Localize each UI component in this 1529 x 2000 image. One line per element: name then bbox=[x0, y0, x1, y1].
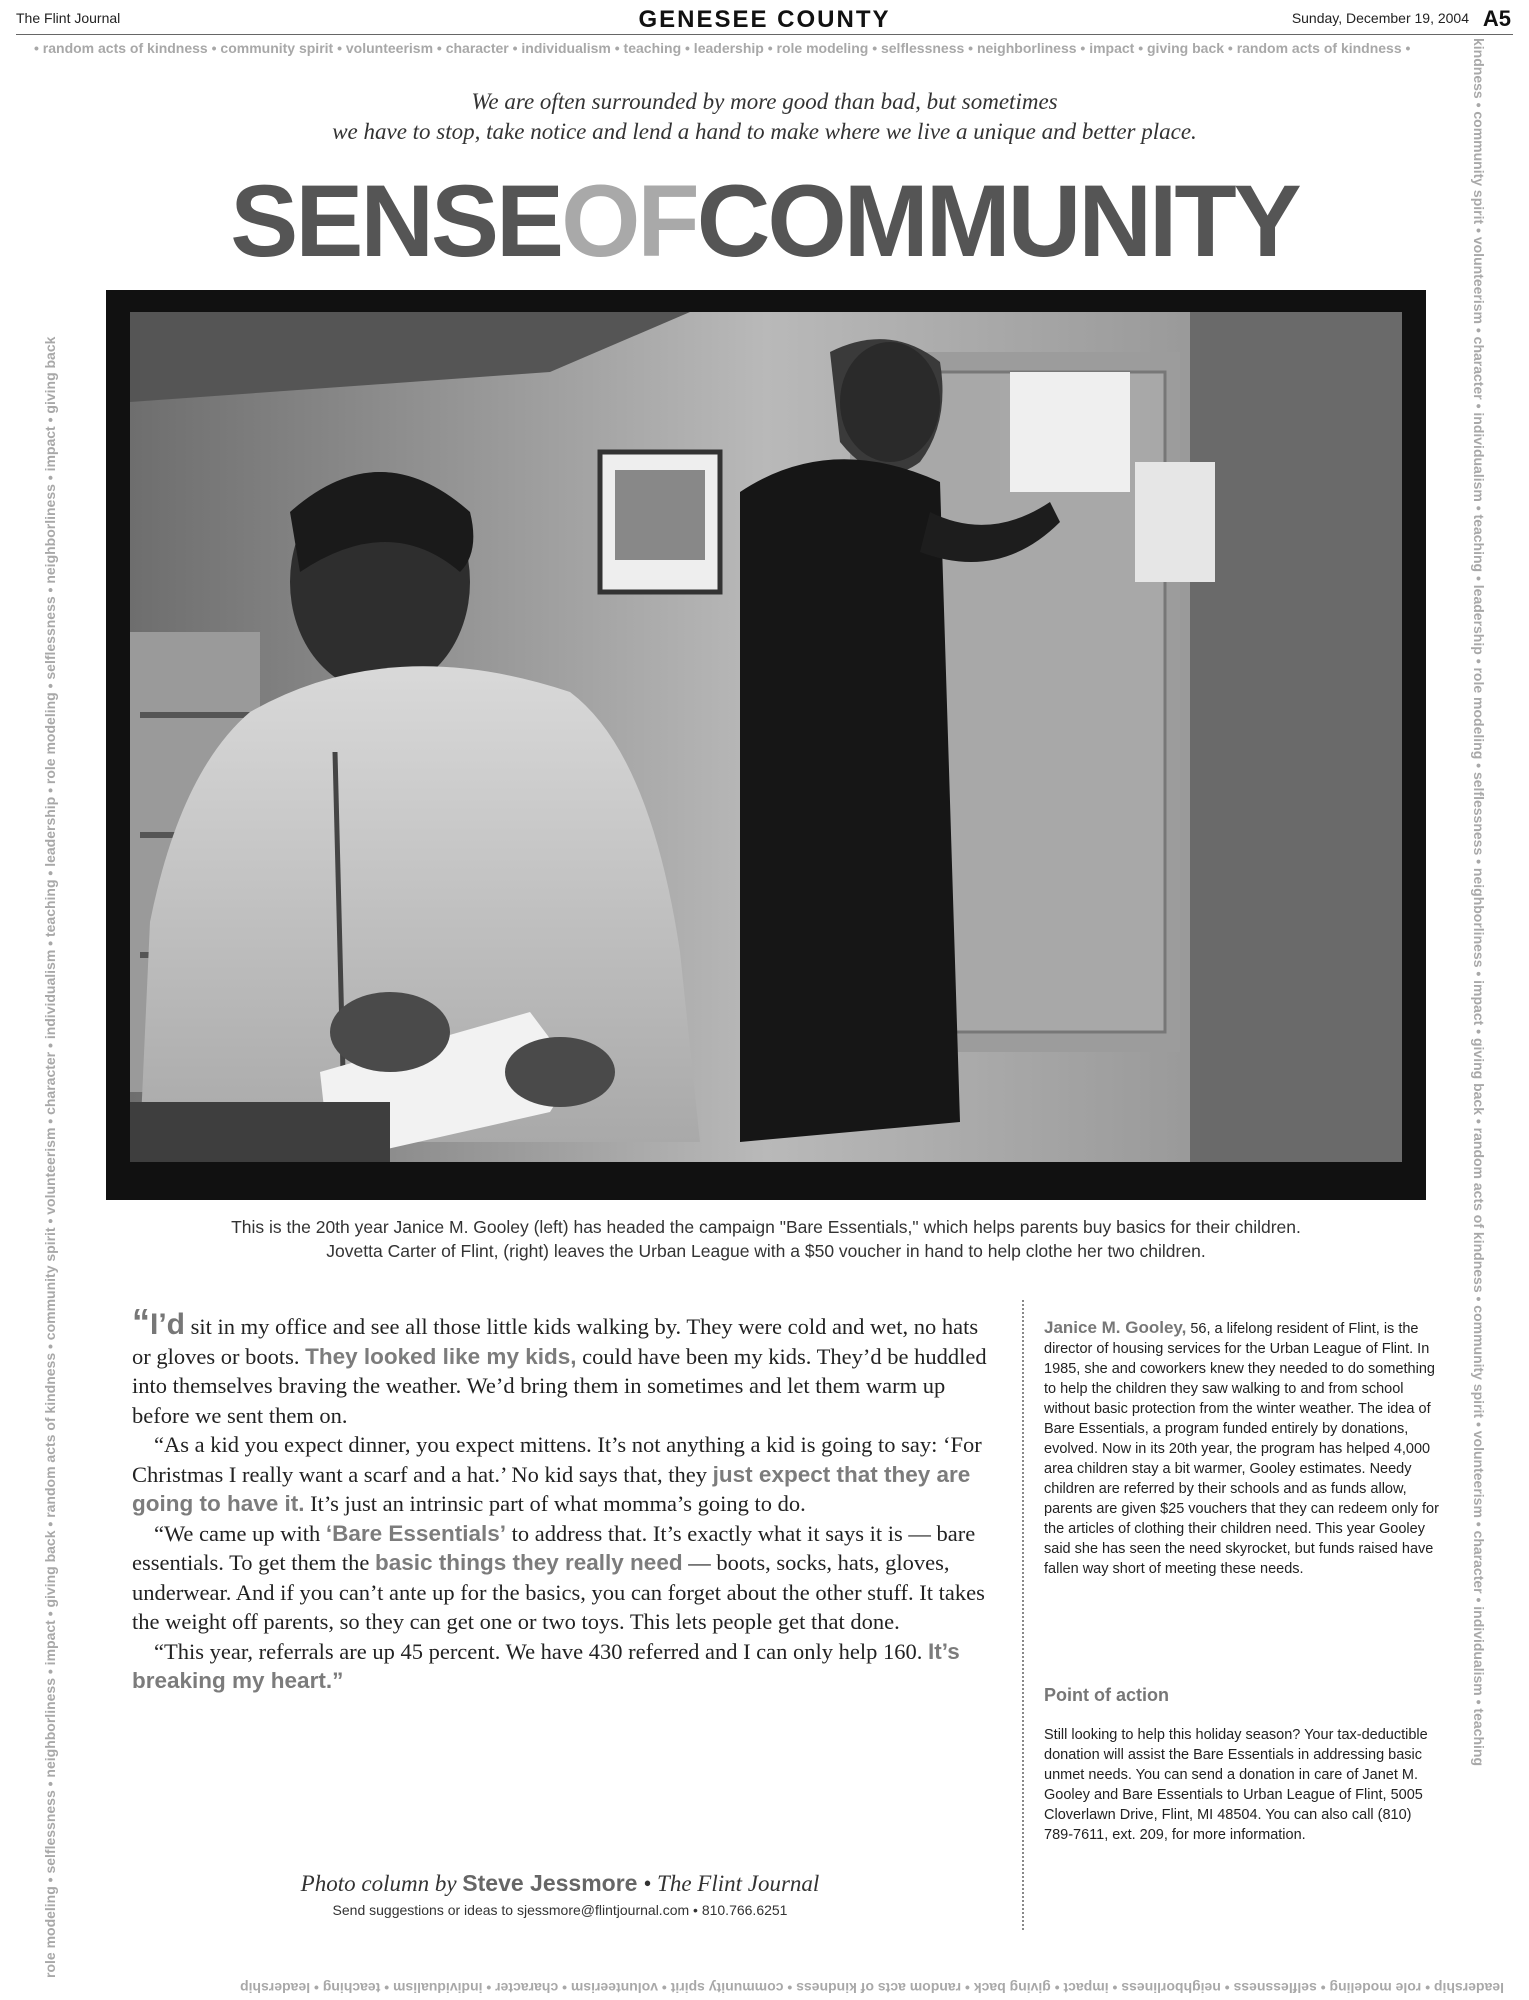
article-body bbox=[132, 1301, 987, 1696]
issue-date: Sunday, December 19, 2004 bbox=[1291, 10, 1469, 26]
intro-text bbox=[200, 87, 1329, 147]
pull-highlight: ‘Bare Essentials’ bbox=[325, 1520, 506, 1546]
article-text: could have been my kids. They’d be huddled into themselves braving the weather. We’d bring them in sometimes and let them warm up before we sent them on. bbox=[132, 1343, 987, 1428]
border-strip-left: role modeling • selflessness • neighborliness • impact • giving back • random acts of kindness • community spirit • volunteerism • character • individualism • teaching • leadership • role modeling • selflessness • neighborliness • impact • giving back bbox=[42, 336, 58, 1978]
byline-prefix: Photo column by bbox=[300, 1871, 463, 1896]
border-strip-right: kindness • community spirit • volunteerism • character • individualism • teaching • leadership • role modeling • selflessness • neighborliness • impact • giving back • random acts of kindness • community spirit • volunteerism • character • individualism • teaching bbox=[1471, 38, 1487, 1767]
article-text: “As a kid you expect dinner, you expect mittens. It’s not anything a kid is going to say: ‘For Christmas I really want a scarf and a hat.’ No kid says that, they bbox=[132, 1432, 982, 1487]
header-rule bbox=[16, 34, 1513, 35]
page-headline bbox=[0, 166, 1529, 276]
pull-highlight: just expect that they are going to have it. bbox=[132, 1461, 971, 1516]
publication-name: The Flint Journal bbox=[16, 10, 121, 26]
page-number: A5 bbox=[1482, 6, 1511, 31]
sidebar-bio bbox=[1044, 1318, 1439, 1579]
article-paragraph bbox=[132, 1519, 987, 1637]
photo-byline bbox=[180, 1870, 940, 1897]
sidebar-bio-text: 56, a lifelong resident of Flint, is the director of housing services for the Urban League of Flint. In 1985, she and coworkers knew they needed to do something to help the children they saw walking to and from school without basic protection from the winter weather. The idea of Bare Essentials, a program funded entirely by donations, evolved. Now in its 20th year, the program has helped 4,000 area children stay a bit warmer, Gooley estimates. Needy children are referred by their schools and as funds allow, parents are given $25 vouchers that they can redeem only for the articles of clothing their children need. This year Gooley said she has seen the need skyrocket, but funds raised have fallen way short of meeting these needs. bbox=[1044, 1321, 1439, 1577]
article-text: It’s just an intrinsic part of what momma’s going to do. bbox=[304, 1491, 806, 1516]
point-of-action-heading: Point of action bbox=[1044, 1685, 1169, 1705]
article-text: to address that. It’s exactly what it says it is — bare essentials. To get them the bbox=[132, 1520, 976, 1575]
headline-of: OF bbox=[561, 164, 697, 278]
column-divider bbox=[1022, 1300, 1024, 1930]
byline-paper: The Flint Journal bbox=[657, 1871, 820, 1896]
opening-quote-mark: “ bbox=[132, 1301, 150, 1342]
intro-line-1: We are often surrounded by more good than bad, but sometimes bbox=[471, 89, 1058, 114]
photo-caption bbox=[106, 1215, 1426, 1263]
feature-photo bbox=[130, 312, 1402, 1162]
byline-contact: Send suggestions or ideas to sjessmore@flintjournal.com • 810.766.6251 bbox=[332, 1902, 788, 1918]
article-paragraph bbox=[132, 1430, 987, 1519]
border-strip-top: • random acts of kindness • community spirit • volunteerism • character • individualism • teaching • leadership • role modeling • selflessness • neighborliness • impact • giving back • random acts of kindness • bbox=[34, 40, 1411, 56]
headline-sense: SENSE bbox=[230, 164, 562, 278]
border-strip-bottom: leadership • role modeling • selflessness • neighborliness • impact • giving back • random acts of kindness • community spirit • volunteerism • character • individualism • teaching • leadership bbox=[240, 1980, 1504, 1996]
article-text: sit in my office and see all those little kids walking by. They were cold and wet, no hats or gloves or boots. bbox=[132, 1314, 979, 1369]
byline-separator: • bbox=[637, 1871, 658, 1896]
caption-line-2: Jovetta Carter of Flint, (right) leaves the Urban League with a $50 voucher in hand to help clothe her two children. bbox=[326, 1241, 1206, 1261]
article-text: “This year, referrals are up 45 percent. We have 430 referred and I can only help 160. bbox=[154, 1638, 929, 1664]
headline-community: COMMUNITY bbox=[696, 164, 1299, 278]
photographer-name: Steve Jessmore bbox=[462, 1870, 638, 1896]
article-paragraph bbox=[132, 1301, 987, 1430]
pull-highlight: It’s breaking my heart.” bbox=[132, 1638, 960, 1693]
point-of-action-text: Still looking to help this holiday season? Your tax-deductible donation will assist the Bare Essentials in addressing basic unmet needs. You can send a donation in care of Janet M. Gooley and Bare Essentials to Urban League of Flint, 5005 Cloverlawn Drive, Flint, MI 48504. You can also call (810) 789-7611, ext. 209, for more information. bbox=[1044, 1727, 1428, 1843]
article-text: — boots, socks, hats, gloves, underwear. And if you can’t ante up for the basics, you can forget about the other stuff. It takes the weight off parents, so they can get one or two toys. This lets people get that done. bbox=[132, 1550, 985, 1634]
section-title: GENESEE COUNTY bbox=[638, 6, 891, 33]
caption-line-1: This is the 20th year Janice M. Gooley (left) has headed the campaign "Bare Essentials," which helps parents buy basics for their children. bbox=[231, 1217, 1301, 1237]
pull-highlight: They looked like my kids, bbox=[305, 1343, 577, 1369]
article-text: “We came up with bbox=[154, 1520, 326, 1546]
sidebar-lead-name: Janice M. Gooley, bbox=[1044, 1318, 1187, 1337]
article-paragraph bbox=[132, 1637, 987, 1696]
drop-initial: I’d bbox=[150, 1308, 185, 1341]
pull-highlight: basic things they really need bbox=[374, 1550, 683, 1575]
intro-line-2: we have to stop, take notice and lend a hand to make where we live a unique and better place. bbox=[332, 119, 1197, 144]
